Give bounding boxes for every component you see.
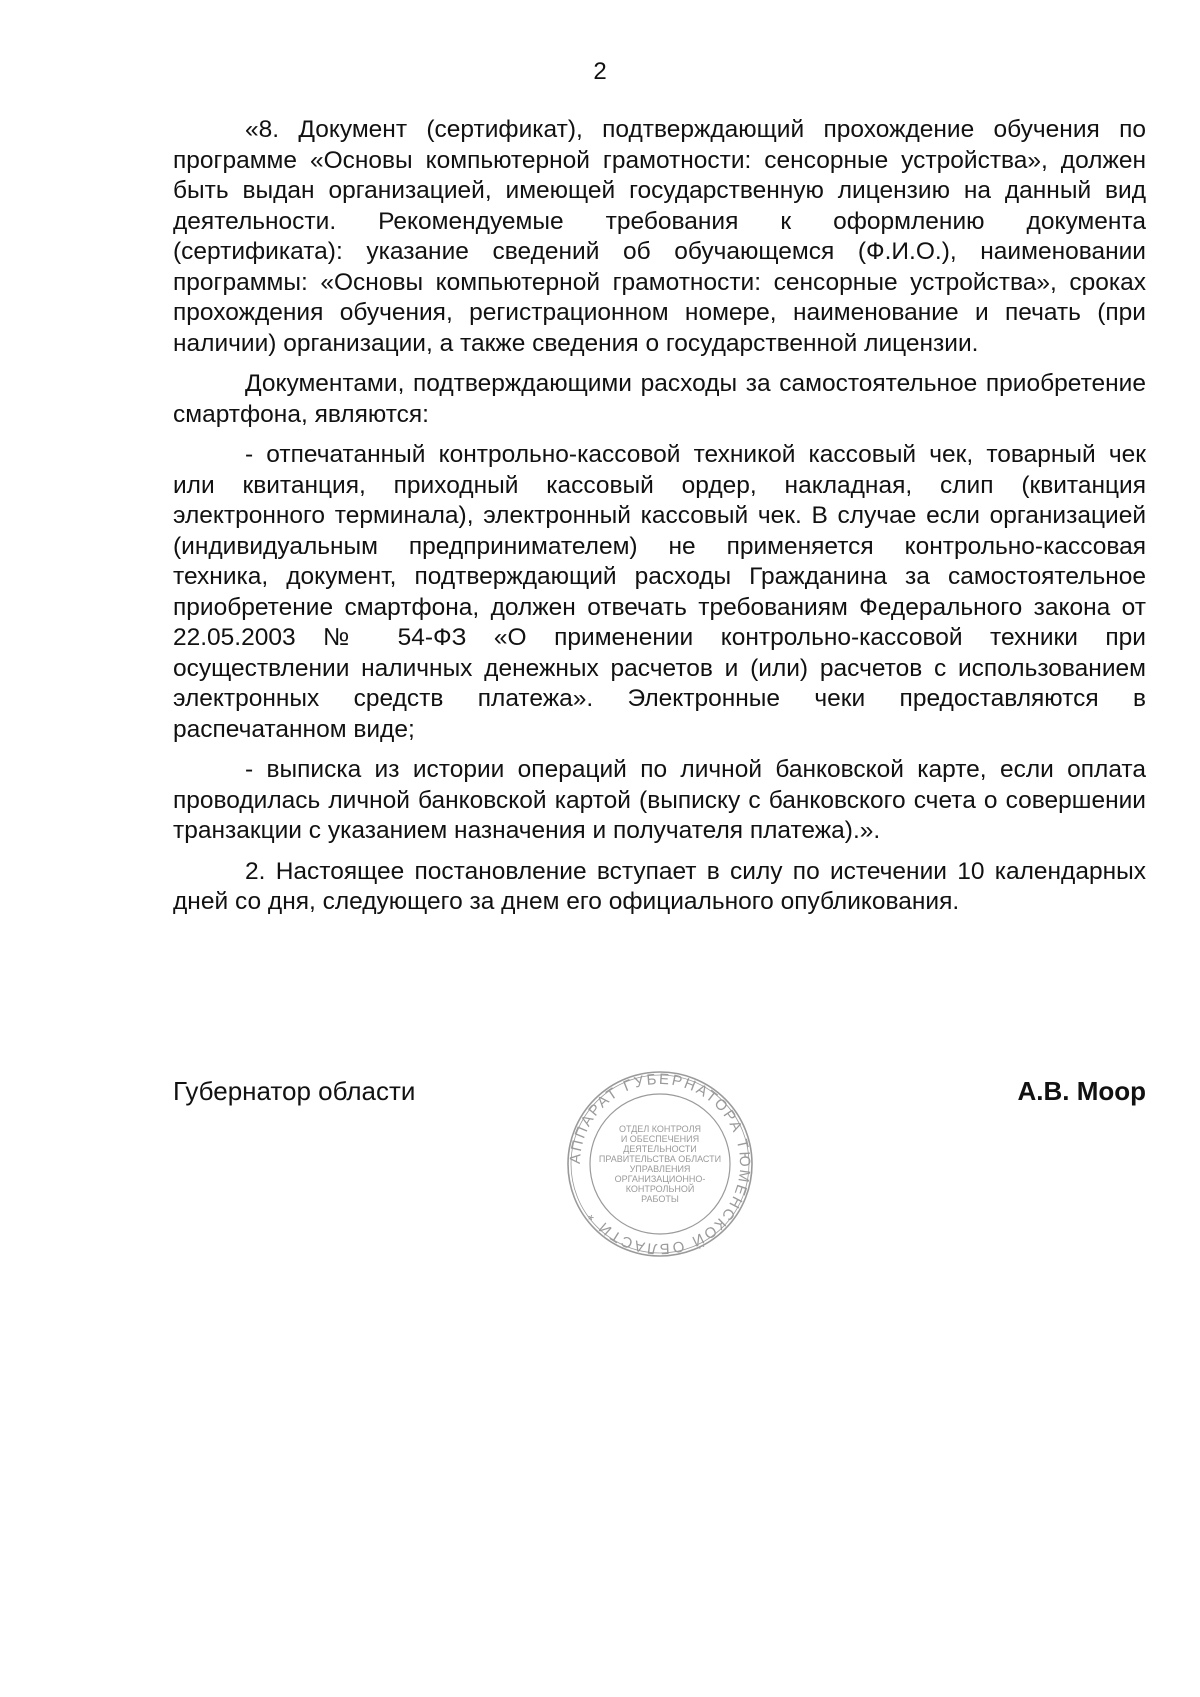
paragraph-bank-statement: - выписка из истории операций по личной банковской карте, если оплата проводилась личной банковской картой (выписку с банковского счета о совершении транзакции с указанием назначения и получателя платежа).». bbox=[173, 756, 1146, 844]
official-seal bbox=[565, 1069, 755, 1259]
page-number: 2 bbox=[593, 58, 607, 85]
signatory-name: А.В. Моор bbox=[1017, 1076, 1146, 1106]
signatory-position: Губернатор области bbox=[173, 1076, 416, 1106]
svg-text:ДЕЯТЕЛЬНОСТИ: ДЕЯТЕЛЬНОСТИ bbox=[623, 1144, 697, 1154]
svg-text:ОТДЕЛ КОНТРОЛЯ: ОТДЕЛ КОНТРОЛЯ bbox=[619, 1124, 701, 1134]
svg-text:КОНТРОЛЬНОЙ: КОНТРОЛЬНОЙ bbox=[625, 1184, 695, 1194]
document-body bbox=[173, 115, 1146, 928]
svg-text:ОРГАНИЗАЦИОННО-: ОРГАНИЗАЦИОННО- bbox=[614, 1174, 706, 1184]
paragraph-documents-intro: Документами, подтверждающими расходы за самостоятельное приобретение смартфона, являются: bbox=[173, 370, 1146, 428]
paragraph-receipts: - отпечатанный контрольно-кассовой техникой кассовый чек, товарный чек или квитанция, приходный кассовый ордер, накладная, слип (квитанция электронного терминала), электронный кассовый чек. В случае если организацией (индивидуальным предпринимателем) не применяется контрольно-кассовая техника, документ, подтверждающий расходы Гражданина за самостоятельное приобретение смартфона, должен отвечать требованиям Федерального закона от 22.05.2003 № 54-ФЗ «О применении контрольно-кассовой техники при осуществлении наличных денежных расчетов и (или) расчетов с использованием электронных средств платежа». Электронные чеки предоставляются в распечатанном виде; bbox=[173, 441, 1146, 743]
svg-text:АППАРАТ ГУБЕРНАТОРА ТЮМЕНСКОЙ: АППАРАТ ГУБЕРНАТОРА ТЮМЕНСКОЙ ОБЛАСТИ * bbox=[566, 1070, 754, 1258]
paragraph-item-8: «8. Документ (сертификат), подтверждающий прохождение обучения по программе «Основы компьютерной грамотности: сенсорные устройства», должен быть выдан организацией, имеющей государственную лицензию на данный вид деятельности. Рекомендуемые требования к оформлению документа (сертификата): указание сведений об обучающемся (Ф.И.О.), наименовании программы: «Основы компьютерной грамотности: сенсорные устройства», сроках прохождения обучения, регистрационном номере, наименование и печать (при наличии) организации, а также сведения о государственной лицензии. bbox=[173, 116, 1146, 357]
paragraph-effective-date: 2. Настоящее постановление вступает в силу по истечении 10 календарных дней со дня, следующего за днем его официального опубликования. bbox=[173, 857, 1146, 915]
svg-text:ПРАВИТЕЛЬСТВА ОБЛАСТИ: ПРАВИТЕЛЬСТВА ОБЛАСТИ bbox=[598, 1154, 722, 1164]
svg-text:И ОБЕСПЕЧЕНИЯ: И ОБЕСПЕЧЕНИЯ bbox=[620, 1134, 700, 1144]
svg-text:РАБОТЫ: РАБОТЫ bbox=[641, 1194, 679, 1204]
svg-text:УПРАВЛЕНИЯ: УПРАВЛЕНИЯ bbox=[629, 1164, 691, 1174]
